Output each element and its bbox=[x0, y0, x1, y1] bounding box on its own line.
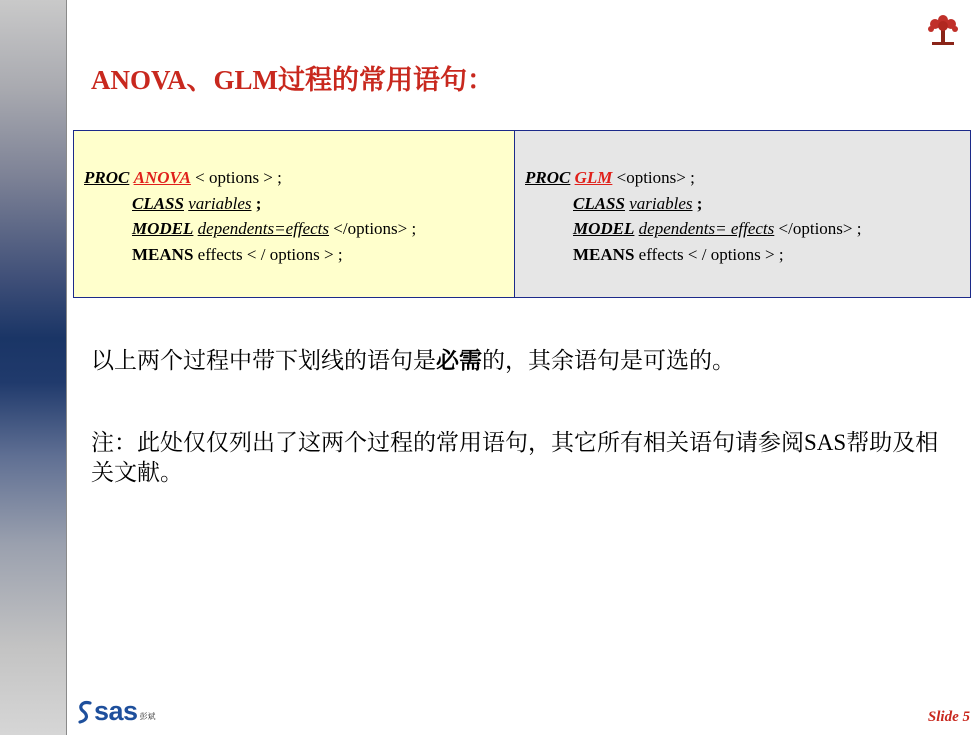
author-mark: 彭斌 bbox=[139, 712, 156, 721]
required-note-c: 的，其余语句是可选的。 bbox=[482, 348, 735, 373]
glm-model-line bbox=[525, 216, 970, 242]
sas-swirl-icon bbox=[76, 700, 94, 724]
means-rest: effects < / options > ; bbox=[634, 244, 784, 264]
anova-means-line bbox=[84, 242, 514, 268]
model-variables: dependents=effects bbox=[197, 219, 330, 238]
class-end: ; bbox=[251, 193, 262, 213]
footnote-paragraph: 注：此处仅仅列出了这两个过程的常用语句，其它所有相关语句请参阅SAS帮助及相关文献。 bbox=[91, 430, 939, 485]
model-end: </options> ; bbox=[774, 219, 862, 238]
required-note bbox=[91, 346, 735, 376]
proc-options: < options > ; bbox=[190, 168, 282, 187]
glm-class-line bbox=[525, 191, 970, 217]
syntax-comparison-table bbox=[73, 130, 971, 298]
proc-name: GLM bbox=[574, 168, 613, 187]
glm-syntax-cell bbox=[515, 131, 970, 297]
left-sidebar-band bbox=[0, 0, 67, 735]
glm-means-line bbox=[525, 242, 970, 268]
anova-syntax-cell bbox=[74, 131, 515, 297]
tree-icon bbox=[924, 11, 962, 47]
proc-options: <options> ; bbox=[612, 168, 695, 187]
class-variables: variables bbox=[188, 193, 252, 213]
model-end: </options> ; bbox=[329, 219, 417, 238]
proc-name: ANOVA bbox=[133, 168, 191, 187]
class-keyword: CLASS bbox=[573, 193, 625, 213]
required-emphasis: 必需 bbox=[436, 348, 482, 373]
model-variables: dependents= effects bbox=[638, 219, 775, 238]
sas-logo bbox=[76, 698, 156, 724]
anova-class-line bbox=[84, 191, 514, 217]
class-end: ; bbox=[692, 193, 703, 213]
slide-title: ANOVA、GLM过程的常用语句： bbox=[91, 65, 495, 95]
means-keyword: MEANS bbox=[573, 244, 635, 264]
required-note-a: 以上两个过程中带下划线的语句是 bbox=[91, 348, 436, 373]
model-keyword: MODEL bbox=[132, 219, 194, 238]
glm-proc-line bbox=[525, 165, 970, 191]
means-rest: effects < / options > ; bbox=[193, 244, 343, 264]
slide-number: Slide 5 bbox=[927, 709, 970, 725]
model-keyword: MODEL bbox=[573, 219, 635, 238]
anova-model-line bbox=[84, 216, 514, 242]
anova-proc-line bbox=[84, 165, 514, 191]
class-keyword: CLASS bbox=[132, 193, 184, 213]
means-keyword: MEANS bbox=[132, 244, 194, 264]
class-variables: variables bbox=[629, 193, 693, 213]
sas-wordmark: sas bbox=[94, 696, 138, 726]
proc-keyword: PROC bbox=[525, 168, 571, 187]
proc-keyword: PROC bbox=[84, 168, 130, 187]
